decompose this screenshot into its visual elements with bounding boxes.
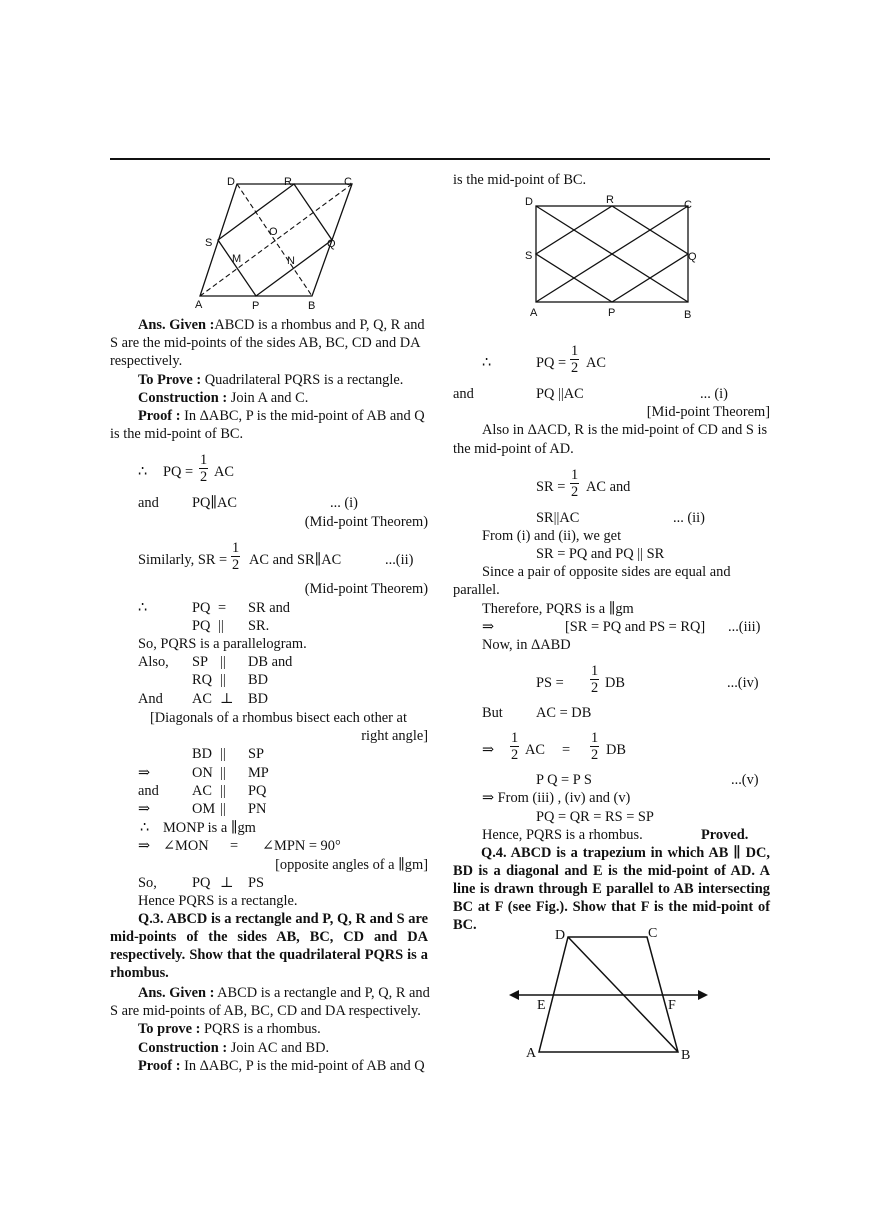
sr-tail: AC and SR∥AC bbox=[249, 552, 342, 568]
r-also-acd: Also in ΔACD, R is the mid-point of CD and S is bbox=[482, 422, 768, 438]
r-sr-eq: SR = bbox=[536, 479, 566, 495]
label3-F: F bbox=[668, 998, 676, 1013]
r-ref-i: ... (i) bbox=[700, 386, 728, 402]
label3-A: A bbox=[526, 1046, 537, 1061]
ans-line3: respectively. bbox=[110, 353, 183, 369]
monp-therefore: ∴ bbox=[140, 820, 150, 836]
row3-4-c: || bbox=[220, 801, 226, 817]
r-pq-eq: PQ = bbox=[536, 355, 567, 371]
r-hence-rhombus: Hence, PQRS is a rhombus. bbox=[482, 827, 643, 843]
angle-mpn: ∠MPN = 90° bbox=[262, 838, 341, 854]
so-row-b: PQ bbox=[192, 875, 211, 891]
r-since-1: Since a pair of opposite sides are equal and bbox=[482, 564, 731, 580]
r-db-2: DB bbox=[606, 742, 626, 758]
so-row-d: PS bbox=[248, 875, 265, 891]
r-ref-iii: ...(iii) bbox=[728, 619, 761, 635]
r-ac-2: AC bbox=[525, 742, 545, 758]
row3-1-d: SP bbox=[248, 746, 265, 762]
label-Q: Q bbox=[327, 238, 336, 250]
row2-1-b: SP bbox=[192, 654, 209, 670]
label2-C: C bbox=[684, 199, 692, 211]
angle-implies: ⇒ bbox=[138, 838, 151, 854]
label2-Q: Q bbox=[688, 251, 697, 263]
so-parallelogram: So, PQRS is a parallelogram. bbox=[138, 636, 307, 652]
r-pq-par: PQ ||AC bbox=[536, 386, 584, 402]
label-D: D bbox=[227, 176, 235, 188]
construction-2: Construction : Join AC and BD. bbox=[138, 1040, 330, 1056]
row2-3-b: AC bbox=[192, 691, 212, 707]
label3-D: D bbox=[555, 928, 566, 943]
pq-equals: PQ = bbox=[163, 464, 194, 480]
row2-1-a: Also, bbox=[138, 654, 169, 670]
r-therefore: ∴ bbox=[482, 355, 492, 371]
r-eq-2: = bbox=[562, 742, 571, 758]
row-2-b: PQ bbox=[192, 618, 211, 634]
row2-2-b: RQ bbox=[192, 672, 212, 688]
row3-2-a: ⇒ bbox=[138, 765, 151, 781]
label2-B: B bbox=[684, 309, 692, 321]
row3-4-a: ⇒ bbox=[138, 801, 151, 817]
label3-B: B bbox=[681, 1048, 691, 1063]
r-half-2: $\frac{1}{2}$ bbox=[571, 467, 579, 500]
label-B: B bbox=[308, 300, 316, 312]
proof-line2: is the mid-point of BC. bbox=[110, 426, 244, 442]
row3-2-d: MP bbox=[248, 765, 269, 781]
label2-S: S bbox=[525, 250, 533, 262]
trapezium-figure bbox=[505, 923, 715, 1068]
question-3: Q.3. ABCD is a rectangle and P, Q, R and S are mid-points of the sides AB, BC, CD and DA respectively. Show that the quadrilateral PQRS is a rhombus. bbox=[110, 911, 428, 981]
r-implies: ⇒ bbox=[482, 619, 495, 635]
r-and: and bbox=[453, 386, 474, 402]
row2-1-d: DB and bbox=[248, 654, 293, 670]
row3-3-c: || bbox=[220, 783, 226, 799]
row2-3-a: And bbox=[138, 691, 163, 707]
angle-mon: ∠MON bbox=[163, 838, 209, 854]
r-half-4: $\frac{1}{2}$ bbox=[511, 730, 519, 763]
r-half: $\frac{1}{2}$ bbox=[571, 343, 579, 376]
label-C: C bbox=[344, 176, 352, 188]
row-1-b: PQ bbox=[192, 600, 211, 616]
to-prove: To Prove : Quadrilateral PQRS is a rectangle. bbox=[138, 372, 404, 388]
r-sr-par: SR||AC bbox=[536, 510, 580, 526]
monp-text: MONP is a ∥gm bbox=[163, 820, 256, 836]
therefore-1: ∴ bbox=[138, 464, 148, 480]
proof: Proof : In ΔABC, P is the mid-point of AB and Q bbox=[138, 408, 425, 424]
row3-1-b: BD bbox=[192, 746, 212, 762]
half-fraction-2: $\frac{1}{2}$ bbox=[232, 540, 240, 573]
r-also-acd2: the mid-point of AD. bbox=[453, 441, 574, 457]
row2-2-d: BD bbox=[248, 672, 268, 688]
r-proved: Proved. bbox=[701, 827, 749, 843]
so-row-c: ⊥ bbox=[220, 875, 234, 891]
half-fraction: $\frac{1}{2}$ bbox=[200, 452, 208, 485]
row-2-d: SR. bbox=[248, 618, 270, 634]
r-from-iii: ⇒ From (iii) , (iv) and (v) bbox=[482, 790, 631, 806]
row3-3-d: PQ bbox=[248, 783, 267, 799]
label-M: M bbox=[232, 253, 242, 265]
label2-D: D bbox=[525, 196, 533, 208]
r-ac-and: AC and bbox=[586, 479, 631, 495]
row-1-d: SR and bbox=[248, 600, 290, 616]
r-half-3: $\frac{1}{2}$ bbox=[591, 663, 599, 696]
r-ref-ii: ... (ii) bbox=[673, 510, 705, 526]
right-top-line: is the mid-point of BC. bbox=[453, 172, 587, 188]
row3-2-c: || bbox=[220, 765, 226, 781]
row-2-c: || bbox=[218, 618, 224, 634]
r-sr-pq: SR = PQ and PQ || SR bbox=[536, 546, 665, 562]
diag-note-2: right angle] bbox=[361, 728, 428, 744]
angle-eq: = bbox=[230, 838, 239, 854]
r-ref-iv: ...(iv) bbox=[727, 675, 759, 691]
midpoint-theorem-2: (Mid-point Theorem) bbox=[304, 581, 428, 597]
r-ac-eq-db: AC = DB bbox=[536, 705, 592, 721]
label-P: P bbox=[252, 300, 260, 312]
label-S: S bbox=[205, 237, 213, 249]
ans-line2: S are the mid-points of the sides AB, BC, CD and DA bbox=[110, 335, 421, 351]
row3-2-b: ON bbox=[192, 765, 213, 781]
row2-1-c: || bbox=[220, 654, 226, 670]
r-but: But bbox=[482, 705, 503, 721]
r-from-i-ii: From (i) and (ii), we get bbox=[482, 528, 622, 544]
row2-3-c: ⊥ bbox=[220, 691, 234, 707]
r-pq-ps: P Q = P S bbox=[536, 772, 592, 788]
question-4: Q.4. ABCD is a trapezium in which AB ∥ DC, BD is a diagonal and E is the mid-point of AD. A line is drawn through E parallel to AB intersecting BC at F (see Fig.). Show that F is the mid-point of BC. bbox=[453, 845, 770, 933]
ref-i: ... (i) bbox=[330, 495, 358, 511]
proof-2: Proof : In ΔABC, P is the mid-point of AB and Q bbox=[138, 1058, 425, 1074]
ans2-line2: S are mid-points of AB, BC, CD and DA respectively. bbox=[110, 1003, 421, 1019]
so-row-a: So, bbox=[138, 875, 157, 891]
label-N: N bbox=[287, 255, 295, 267]
row-1-c: = bbox=[218, 600, 227, 616]
to-prove-2: To prove : PQRS is a rhombus. bbox=[138, 1021, 321, 1037]
r-since-2: parallel. bbox=[453, 582, 500, 598]
r-ps-eq: PS = bbox=[536, 675, 564, 691]
row2-3-d: BD bbox=[248, 691, 268, 707]
label-O: O bbox=[269, 226, 278, 238]
opposite-angles-note: [opposite angles of a ∥gm] bbox=[275, 857, 428, 873]
r-midpoint-thm: [Mid-point Theorem] bbox=[646, 404, 770, 420]
row3-4-b: OM bbox=[192, 801, 216, 817]
row3-3-a: and bbox=[138, 783, 159, 799]
diag-note-1: [Diagonals of a rhombus bisect each other at bbox=[150, 710, 407, 726]
row3-1-c: || bbox=[220, 746, 226, 762]
r-now-abd: Now, in ΔABD bbox=[482, 637, 571, 653]
pq-parallel-ac: PQ∥AC bbox=[192, 495, 238, 511]
row3-3-b: AC bbox=[192, 783, 212, 799]
r-ref-v: ...(v) bbox=[731, 772, 759, 788]
row-1-a: ∴ bbox=[138, 600, 148, 616]
label2-R: R bbox=[606, 194, 614, 206]
r-therefore-pqrs: Therefore, PQRS is a ∥gm bbox=[482, 601, 634, 617]
and-1: and bbox=[138, 495, 159, 511]
label-R: R bbox=[284, 176, 292, 188]
r-sr-pq-ps-rq: [SR = PQ and PS = RQ] bbox=[565, 619, 706, 635]
r-all-eq: PQ = QR = RS = SP bbox=[536, 809, 654, 825]
row3-4-d: PN bbox=[248, 801, 267, 817]
r-half-5: $\frac{1}{2}$ bbox=[591, 730, 599, 763]
midpoint-theorem-1: (Mid-point Theorem) bbox=[304, 514, 428, 530]
r-ac: AC bbox=[586, 355, 606, 371]
row2-2-c: || bbox=[220, 672, 226, 688]
label2-P: P bbox=[608, 307, 616, 319]
r-db: DB bbox=[605, 675, 625, 691]
header-rule bbox=[110, 158, 770, 160]
similarly: Similarly, SR = bbox=[138, 552, 228, 568]
ac-text: AC bbox=[214, 464, 234, 480]
hence-rectangle: Hence PQRS is a rectangle. bbox=[138, 893, 298, 909]
rhombus-figure bbox=[190, 174, 370, 314]
rectangle-figure bbox=[522, 192, 712, 322]
ans-given: Ans. Given :ABCD is a rhombus and P, Q, R and bbox=[138, 317, 425, 333]
ans2-given: Ans. Given : ABCD is a rectangle and P, Q, R and bbox=[138, 985, 430, 1001]
r-implies-2: ⇒ bbox=[482, 742, 495, 758]
label-A: A bbox=[195, 299, 203, 311]
construction: Construction : Join A and C. bbox=[138, 390, 309, 406]
label3-C: C bbox=[648, 926, 658, 941]
label2-A: A bbox=[530, 307, 538, 319]
label3-E: E bbox=[537, 998, 546, 1013]
ref-ii: ...(ii) bbox=[385, 552, 414, 568]
